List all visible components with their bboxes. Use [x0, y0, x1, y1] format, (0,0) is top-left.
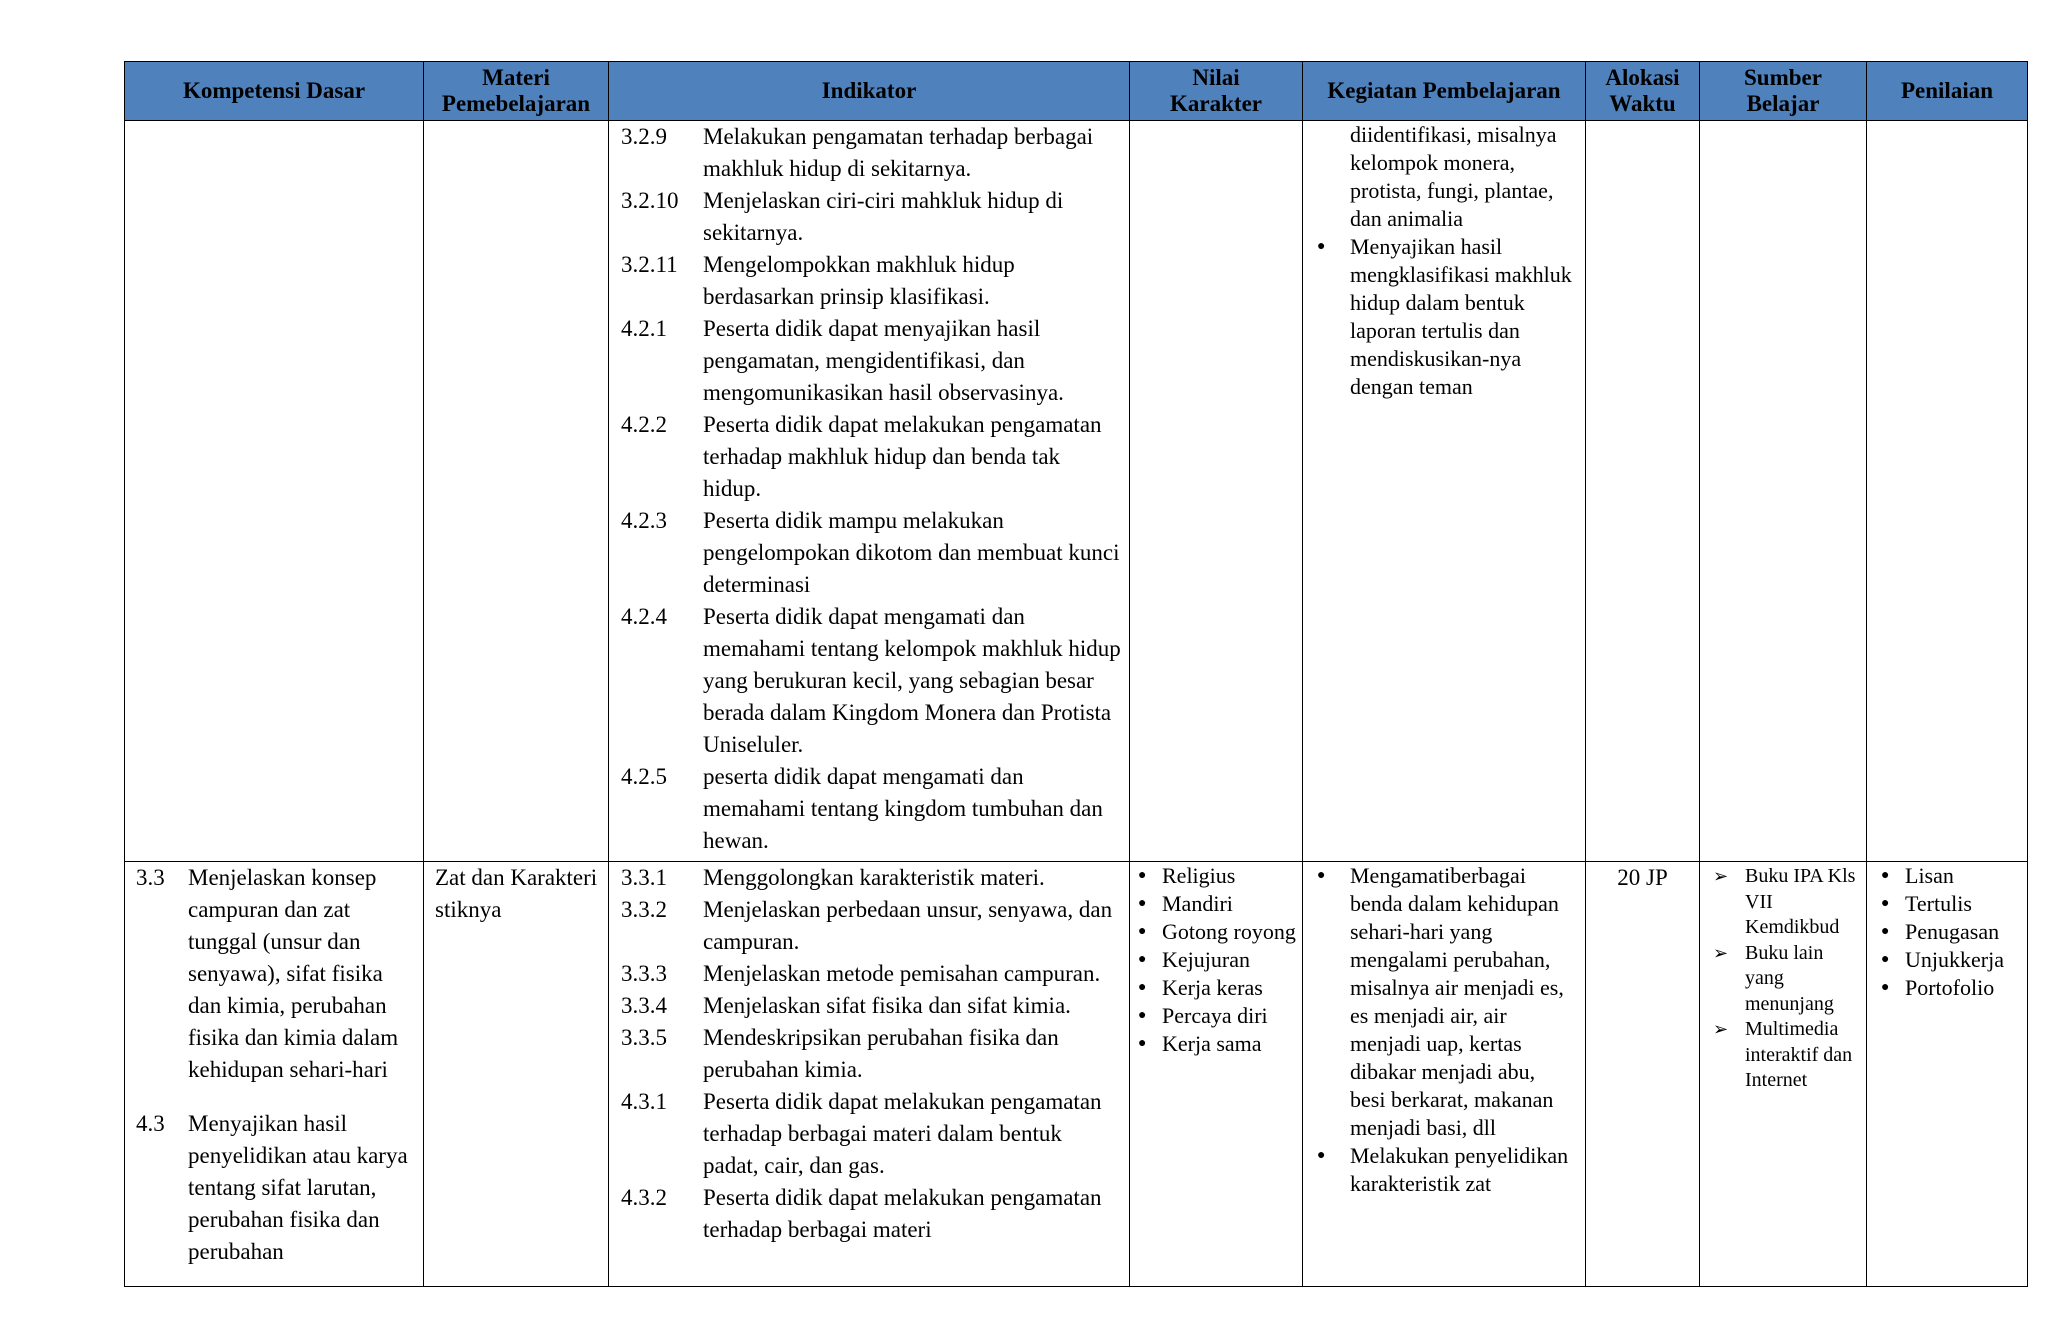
nilai-item-text: Percaya diri — [1162, 1003, 1268, 1028]
sumber-item-text: Buku IPA Kls VII Kemdikbud — [1745, 865, 1856, 938]
indikator-item-text: Peserta didik dapat melakukan pengamatan terhadap berbagai materi dalam bentuk padat, cair, dan gas. — [703, 1089, 1102, 1178]
indikator-item-number: 3.3.3 — [621, 961, 667, 986]
bullet-icon: ➢ — [1713, 866, 1729, 886]
sumber-item — [1713, 941, 1862, 1018]
indikator-item-number: 4.2.3 — [621, 508, 667, 533]
penilaian-item — [1873, 974, 2027, 1002]
indikator-item-text: Menggolongkan karakteristik materi. — [703, 865, 1045, 890]
cell-alokasi — [1586, 862, 1700, 1287]
indikator-item-text: Peserta didik dapat melakukan pengamatan terhadap makhluk hidup dan benda tak hidup. — [703, 412, 1102, 501]
bullet-icon: ● — [1881, 924, 1890, 939]
nilai-item — [1130, 1002, 1302, 1030]
indikator-item — [621, 249, 1123, 313]
nilai-item — [1130, 946, 1302, 974]
indikator-item-number: 4.2.5 — [621, 764, 667, 789]
header-kompetensi-dasar: Kompetensi Dasar — [125, 62, 424, 121]
sumber-item-text: Multimedia interaktif dan Internet — [1745, 1018, 1853, 1091]
penilaian-item — [1873, 862, 2027, 890]
kd-list — [125, 862, 423, 1268]
alokasi-value: 20 JP — [1617, 865, 1668, 890]
cell-alokasi-empty — [1586, 121, 1700, 862]
indikator-item — [621, 1022, 1123, 1086]
kegiatan-item-text: Mengamatiberbagai benda dalam kehidupan sehari-hari yang mengalami perubahan, misalnya air menjadi es, es menjadi air, air menjadi uap, kertas dibakar menjadi abu, besi berkarat, makanan menjadi basi, dll — [1350, 863, 1564, 1140]
kegiatan-item — [1315, 233, 1575, 401]
bullet-icon: ● — [1138, 952, 1147, 967]
cell-nilai-empty — [1130, 121, 1303, 862]
indikator-item — [621, 761, 1123, 857]
indikator-item-text: Mendeskripsikan perubahan fisika dan perubahan kimia. — [703, 1025, 1059, 1082]
penilaian-item-text: Penugasan — [1905, 919, 2000, 944]
indikator-item — [621, 958, 1123, 990]
materi-text: Zat dan Karakteristiknya — [435, 865, 598, 922]
bullet-icon: ● — [1138, 1008, 1147, 1023]
bullet-icon: ● — [1317, 1148, 1326, 1163]
cell-indikator — [609, 121, 1130, 862]
kd-item-text: Menyajikan hasil penyelidikan atau karya tentang sifat larutan, perubahan fisika dan perubahan — [188, 1111, 408, 1264]
header-kegiatan: Kegiatan Pembelajaran — [1303, 62, 1586, 121]
penilaian-item-text: Lisan — [1905, 863, 1954, 888]
indikator-item-text: Menjelaskan perbedaan unsur, senyawa, dan campuran. — [703, 897, 1113, 954]
cell-nilai-karakter — [1130, 862, 1303, 1287]
penilaian-item-text: Unjukkerja — [1905, 947, 2004, 972]
kd-item — [136, 1108, 415, 1268]
indikator-item-number: 4.3.1 — [621, 1089, 667, 1114]
nilai-list — [1130, 862, 1302, 1058]
bullet-icon: ● — [1138, 896, 1147, 911]
indikator-item-number: 3.2.9 — [621, 124, 667, 149]
indikator-item-number: 4.2.2 — [621, 412, 667, 437]
indikator-item-text: Menjelaskan sifat fisika dan sifat kimia. — [703, 993, 1071, 1018]
indikator-item-number: 3.3.2 — [621, 897, 667, 922]
cell-kegiatan — [1303, 862, 1586, 1287]
sumber-item — [1713, 1017, 1862, 1094]
bullet-icon: ● — [1317, 868, 1326, 883]
kegiatan-item-text: Melakukan penyelidikan karakteristik zat — [1350, 1143, 1569, 1196]
bullet-icon: ➢ — [1713, 942, 1729, 963]
table-row — [125, 862, 2028, 1287]
indikator-item — [621, 185, 1123, 249]
bullet-icon: ● — [1881, 952, 1890, 967]
table-row — [125, 121, 2028, 862]
cell-kompetensi-empty — [125, 121, 424, 862]
nilai-item-text: Mandiri — [1162, 891, 1233, 916]
nilai-item — [1130, 1030, 1302, 1058]
nilai-item — [1130, 974, 1302, 1002]
header-alokasi-waktu: Alokasi Waktu — [1586, 62, 1700, 121]
penilaian-item-text: Portofolio — [1905, 975, 1995, 1000]
penilaian-list — [1873, 862, 2027, 1002]
indikator-item-number: 4.2.4 — [621, 604, 667, 629]
indikator-item-text: Peserta didik dapat menyajikan hasil pengamatan, mengidentifikasi, dan mengomunikasikan hasil observasinya. — [703, 316, 1064, 405]
bullet-icon: ● — [1138, 868, 1147, 883]
syllabus-table — [124, 61, 2028, 1287]
nilai-item-text: Kerja sama — [1162, 1031, 1262, 1056]
kegiatan-wrap — [1303, 862, 1585, 1198]
indikator-item-text: Peserta didik mampu melakukan pengelompokan dikotom dan membuat kunci determinasi — [703, 508, 1120, 597]
kd-item-text: Menjelaskan konsep campuran dan zat tunggal (unsur dan senyawa), sifat fisika dan kimia, perubahan fisika dan kimia dalam kehidupan sehari-hari — [188, 865, 399, 1082]
cell-penilaian-empty — [1867, 121, 2028, 862]
cell-indikator — [609, 862, 1130, 1287]
indikator-item-text: Mengelompokkan makhluk hidup berdasarkan prinsip klasifikasi. — [703, 252, 1015, 309]
nilai-item-text: Religius — [1162, 863, 1236, 888]
indikator-item — [621, 409, 1123, 505]
nilai-item-text: Kerja keras — [1162, 975, 1263, 1000]
penilaian-item — [1873, 946, 2027, 974]
indikator-item-text: Melakukan pengamatan terhadap berbagai makhluk hidup di sekitarnya. — [703, 124, 1094, 181]
indikator-item-text: peserta didik dapat mengamati dan memahami tentang kingdom tumbuhan dan hewan. — [703, 764, 1103, 853]
kegiatan-item — [1315, 862, 1575, 1142]
indikator-item-number: 4.2.1 — [621, 316, 667, 341]
bullet-icon: ● — [1881, 980, 1890, 995]
header-materi: Materi Pemebelajaran — [424, 62, 609, 121]
kd-item — [136, 862, 415, 1086]
bullet-icon: ● — [1138, 980, 1147, 995]
indikator-item-number: 3.3.1 — [621, 865, 667, 890]
indikator-item — [621, 1086, 1123, 1182]
cell-sumber — [1700, 862, 1867, 1287]
indikator-item — [621, 313, 1123, 409]
indikator-item-text: Peserta didik dapat melakukan pengamatan terhadap berbagai materi — [703, 1185, 1102, 1242]
bullet-icon: ➢ — [1713, 1019, 1729, 1039]
indikator-list — [609, 862, 1129, 1246]
indikator-item — [621, 894, 1123, 958]
indikator-item — [621, 990, 1123, 1022]
indikator-item — [621, 121, 1123, 185]
header-nilai-karakter: Nilai Karakter — [1130, 62, 1303, 121]
cell-materi — [424, 862, 609, 1287]
nilai-item-text: Gotong royong — [1162, 919, 1296, 944]
bullet-icon: ● — [1881, 868, 1890, 883]
header-sumber-belajar: Sumber Belajar — [1700, 62, 1867, 121]
cell-sumber-empty — [1700, 121, 1867, 862]
header-indikator: Indikator — [609, 62, 1130, 121]
penilaian-item — [1873, 918, 2027, 946]
nilai-item-text: Kejujuran — [1162, 947, 1250, 972]
penilaian-wrap — [1867, 862, 2027, 1002]
sumber-list — [1700, 862, 1866, 1094]
table-header-row — [125, 62, 2028, 121]
kegiatan-wrap — [1303, 121, 1585, 401]
bullet-icon: ● — [1317, 239, 1326, 254]
indikator-item-text: Menjelaskan metode pemisahan campuran. — [703, 961, 1101, 986]
kd-item-number: 3.3 — [136, 865, 165, 890]
indikator-item-number: 3.3.4 — [621, 993, 667, 1018]
kd-item-number: 4.3 — [136, 1111, 165, 1136]
indikator-item-number: 3.2.11 — [621, 252, 678, 277]
bullet-icon: ● — [1138, 1036, 1147, 1051]
sumber-item — [1713, 864, 1862, 941]
cell-kompetensi — [125, 862, 424, 1287]
kegiatan-continuation: diidentifikasi, misalnya kelompok monera, protista, fungi, plantae, dan animalia — [1350, 122, 1557, 231]
bullet-icon: ● — [1881, 896, 1890, 911]
kegiatan-list — [1315, 862, 1575, 1198]
nilai-item — [1130, 890, 1302, 918]
penilaian-item — [1873, 890, 2027, 918]
indikator-item — [621, 505, 1123, 601]
kegiatan-item — [1315, 1142, 1575, 1198]
kegiatan-item-text: Menyajikan hasil mengklasifikasi makhluk hidup dalam bentuk laporan tertulis dan mendiskusikan-nya dengan teman — [1350, 234, 1572, 399]
bullet-icon: ● — [1138, 924, 1147, 939]
indikator-item — [621, 1182, 1123, 1246]
indikator-item-number: 3.2.10 — [621, 188, 679, 213]
cell-materi-empty — [424, 121, 609, 862]
indikator-item — [621, 601, 1123, 761]
cell-kegiatan — [1303, 121, 1586, 862]
header-penilaian: Penilaian — [1867, 62, 2028, 121]
cell-penilaian — [1867, 862, 2028, 1287]
nilai-item — [1130, 918, 1302, 946]
rpp-document-page — [124, 61, 2027, 1289]
kegiatan-list — [1315, 233, 1575, 401]
indikator-list — [609, 121, 1129, 857]
indikator-item — [621, 862, 1123, 894]
nilai-item — [1130, 862, 1302, 890]
indikator-item-text: Peserta didik dapat mengamati dan memahami tentang kelompok makhluk hidup yang berukuran kecil, yang sebagian besar berada dalam Kingdom Monera dan Protista Uniseluler. — [703, 604, 1121, 757]
indikator-item-number: 3.3.5 — [621, 1025, 667, 1050]
indikator-item-text: Menjelaskan ciri-ciri mahkluk hidup di sekitarnya. — [703, 188, 1064, 245]
indikator-item-number: 4.3.2 — [621, 1185, 667, 1210]
sumber-item-text: Buku lain yang menunjang — [1745, 941, 1834, 1015]
penilaian-item-text: Tertulis — [1905, 891, 1972, 916]
